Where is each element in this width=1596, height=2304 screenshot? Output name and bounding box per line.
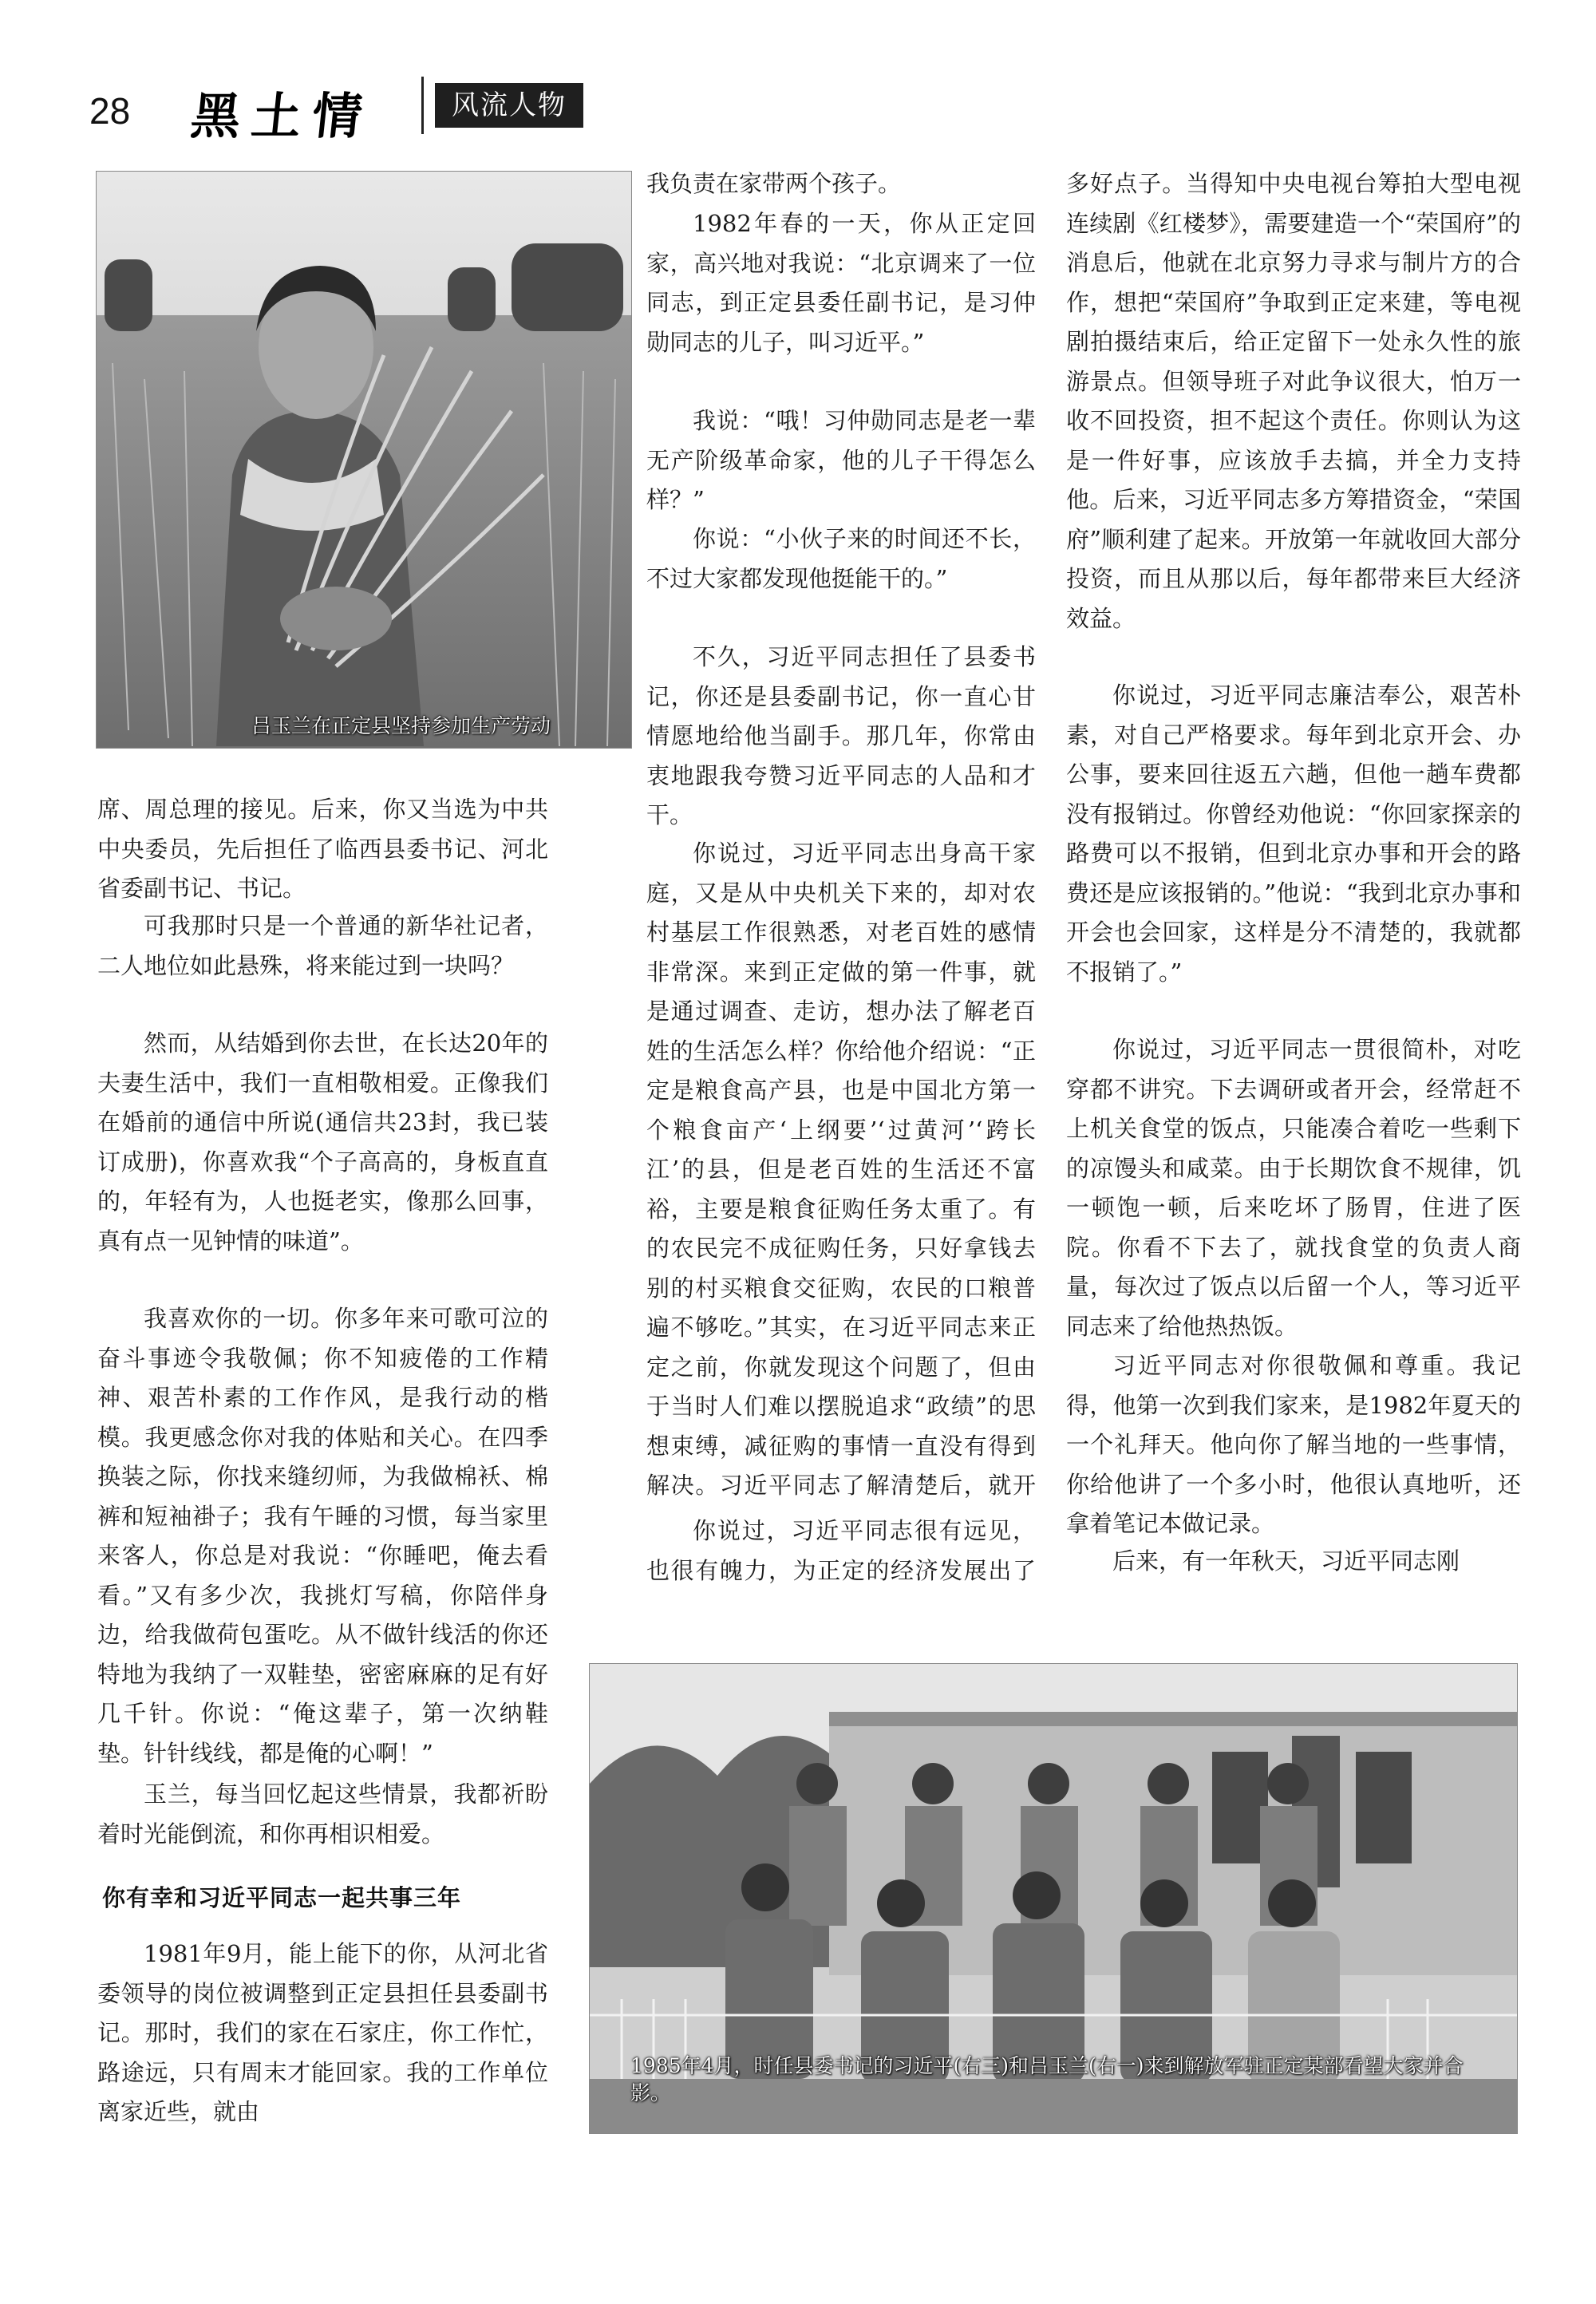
right-paragraph-5: 后来，有一年秋天，习近平同志刚 (1112, 1547, 1460, 1575)
left-paragraph-3: 然而，从结婚到你去世，在长达20年的夫妻生活中，我们一直相敬相爱。正像我们在婚前的通信中所说(通信共23封，我已装订成册)，你喜欢我“个子高高的，身板直直的，年轻有为，人也挺老实，像那么回事，真有点一见钟情的味道”。 (97, 1029, 548, 1255)
header-divider (421, 77, 424, 134)
middle-paragraph-5: 不久，习近平同志担任了县委书记，你还是县委副书记，你一直心甘情愿地给他当副手。那几年，你常由衷地跟我夸赞习近平同志的人品和才干。 (646, 643, 1036, 828)
magazine-logo: 黑土情 (188, 87, 377, 145)
left-paragraph-4: 我喜欢你的一切。你多年来可歌可泣的奋斗事迹令我敬佩；你不知疲倦的工作精神、艰苦朴素的工作作风，是我行动的楷模。我更感念你对我的体贴和关心。在四季换装之际，你找来缝纫师，为我做棉袄、棉裤和短袖褂子；我有午睡的习惯，每当家里来客人，你总是对我说：“你睡吧，俺去看看。”又有多少次，我挑灯写稿，你陪伴身边，给我做荷包蛋吃。从不做针线活的你还特地为我纳了一双鞋垫，密密麻麻的足有好几千针。你说：“俺这辈子，第一次纳鞋垫。针针线线，都是俺的心啊！” (97, 1305, 548, 1767)
middle-paragraph-1: 我负责在家带两个孩子。 (646, 170, 902, 197)
right-paragraph-4: 习近平同志对你很敬佩和尊重。我记得，他第一次到我们家来，是1982年夏天的一个礼拜天。他向你了解当地的一些事情，你给他讲了一个多小时，他很认真地听，还拿着笔记本做记录。 (1066, 1352, 1521, 1537)
middle-paragraph-6: 你说过，习近平同志出身高干家庭，又是从中央机关下来的，却对农村基层工作很熟悉，对老百姓的感情非常深。来到正定做的第一件事，就是通过调查、走访，想办法了解老百姓的生活怎么样？你给他介绍说：“正定是粮食高产县，也是中国北方第一个粮食亩产‘上纲要’‘过黄河’‘跨长江’的县，但是老百姓的生活还不富裕，主要是粮食征购任务太重了。有的农民完不成征购任务，只好拿钱去别的村买粮食交征购，农民的口粮普遍不够吃。”其实，在习近平同志来正定之前，你就发现这个问题了，但由于当时人们难以摆脱追求“政绩”的思想束缚，减征购的事情一直没有得到解决。习近平同志了解清楚后，就开 (646, 840, 1036, 1499)
photo-caption-top: 吕玉兰在正定县坚持参加生产劳动 (251, 714, 551, 737)
photo-woman-wheat-field (96, 171, 632, 749)
middle-paragraph-4: 你说：“小伙子来的时间还不长，不过大家都发现他挺能干的。” (646, 525, 1036, 592)
section-subheading: 你有幸和习近平同志一起共事三年 (102, 1884, 462, 1911)
right-paragraph-2: 你说过，习近平同志廉洁奉公，艰苦朴素，对自己严格要求。每年到北京开会、办公事，要来回往返五六趟，但他一趟车费都没有报销过。你曾经劝他说：“你回家探亲的路费可以不报销，但到北京办事和开会的路费还是应该报销的。”他说：“我到北京办事和开会也会回家，这样是分不清楚的，我就都不报销了。” (1066, 682, 1521, 986)
middle-paragraph-2: 1982年春的一天，你从正定回家，高兴地对我说：“北京调来了一位同志，到正定县委任副书记，是习仲勋同志的儿子，叫习近平。” (646, 210, 1036, 356)
right-paragraph-3: 你说过，习近平同志一贯很简朴，对吃穿都不讲究。下去调研或者开会，经常赶不上机关食堂的饭点，只能凑合着吃一些剩下的凉馒头和咸菜。由于长期饮食不规律，饥一顿饱一顿，后来吃坏了肠胃，住进了医院。你看不下去了，就找食堂的负责人商量，每次过了饭点以后留一个人，等习近平同志来了给他热热饭。 (1066, 1036, 1521, 1340)
section-label: 风流人物 (435, 83, 583, 128)
left-paragraph-2: 可我那时只是一个普通的新华社记者，二人地位如此悬殊，将来能过到一块吗？ (97, 912, 548, 979)
right-paragraph-1: 多好点子。当得知中央电视台筹拍大型电视连续剧《红楼梦》，需要建造一个“荣国府”的消息后，他就在北京努力寻求与制片方的合作，想把“荣国府”争取到正定来建，等电视剧拍摄结束后，给正定留下一处永久性的旅游景点。但领导班子对此争议很大，怕万一收不回投资，担不起这个责任。你则认为这是一件好事，应该放手去搞，并全力支持他。后来，习近平同志多方筹措资金，“荣国府”顺利建了起来。开放第一年就收回大部分投资，而且从那以后，每年都带来巨大经济效益。 (1066, 170, 1521, 632)
photo-caption-bottom: 1985年4月，时任县委书记的习近平(右三)和吕玉兰(右一)来到解放军驻正定某部看望大家并合影。 (630, 2054, 1464, 2104)
middle-paragraph-3: 我说：“哦！习仲勋同志是老一辈无产阶级革命家，他的儿子干得怎么样？” (646, 407, 1036, 513)
middle-paragraph-7: 你说过，习近平同志很有远见，也很有魄力，为正定的经济发展出了 (646, 1517, 1036, 1584)
left-paragraph-5: 玉兰，每当回忆起这些情景，我都祈盼着时光能倒流，和你再相识相爱。 (97, 1780, 548, 1848)
page-number: 28 (89, 90, 131, 132)
left-paragraph-6: 1981年9月，能上能下的你，从河北省委领导的岗位被调整到正定县担任县委副书记。那时，我们的家在石家庄，你工作忙，路途远，只有周末才能回家。我的工作单位离家近些，就由 (97, 1940, 548, 2125)
wheat-field-illustration (97, 172, 631, 748)
left-paragraph-1: 席、周总理的接见。后来，你又当选为中共中央委员，先后担任了临西县委书记、河北省委副书记、书记。 (97, 796, 548, 902)
